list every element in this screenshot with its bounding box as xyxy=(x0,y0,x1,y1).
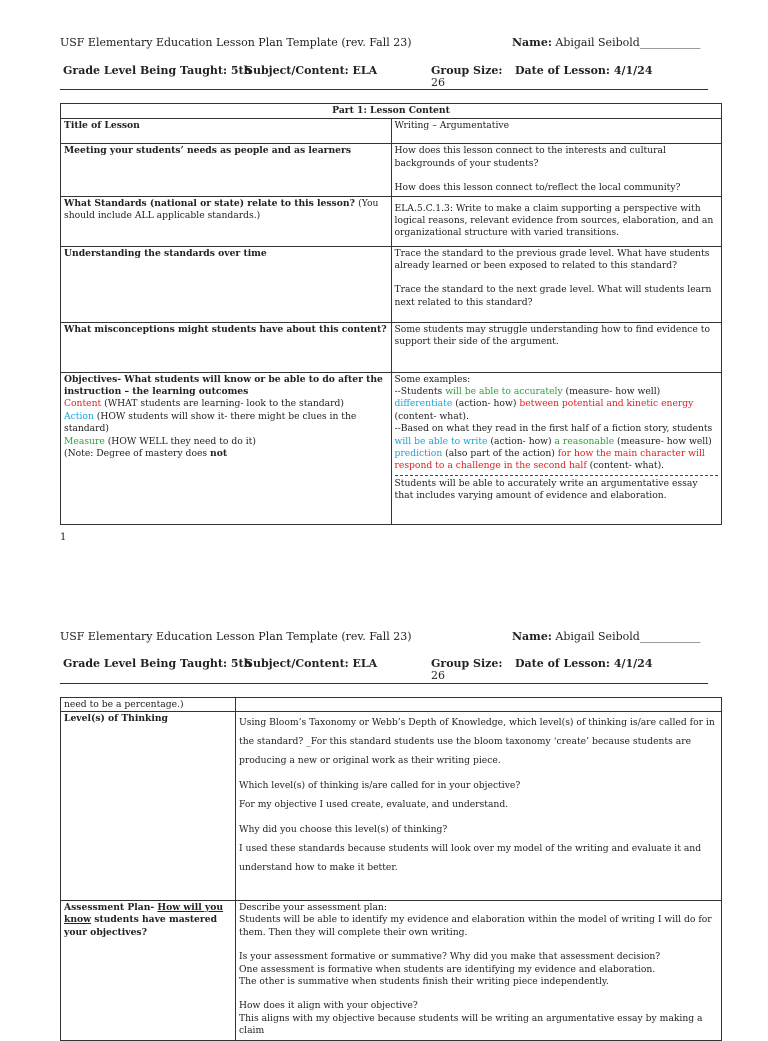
subject-content: Subject/Content: ELA xyxy=(245,64,378,77)
needs-question-2: How does this lesson connect to/reflect the local community? xyxy=(394,182,681,194)
assessment-question-3: How does it align with your objective? xyxy=(239,1000,418,1012)
content-description: (WHAT students are learning- look to the standard) xyxy=(101,398,345,410)
assessment-answer-2b: The other is summative when students finish their writing piece independently. xyxy=(239,976,609,988)
example-1: --Students will be able to accurately (measure- how well) differentiate (action- how) between potential and kinetic energy (content- what). xyxy=(394,386,694,422)
standards-note: (You should include ALL applicable standards.) xyxy=(64,197,379,222)
needs-question-1: How does this lesson connect to the interests and cultural backgrounds of your students? xyxy=(394,145,666,169)
group-size-value: 26 xyxy=(431,76,445,89)
header-rule xyxy=(60,89,708,90)
understanding-question-2: Trace the standard to the next grade level. What will students learn next related to this standard? xyxy=(394,284,712,308)
content-keyword: Content xyxy=(64,398,102,410)
levels-of-thinking-cell xyxy=(236,712,722,901)
example-2: --Based on what they read in the first half of a fiction story, students will be able to write (action- how) a reasonable (measure- how well) prediction (also part of the action) for how the main character will respond to a challenge in the second half (content- what). xyxy=(394,423,713,472)
students-needs-label: Meeting your students’ needs as people and as learners xyxy=(61,144,392,196)
objectives-label-cell xyxy=(61,372,392,524)
title-of-lesson-value: Writing – Argumentative xyxy=(391,119,722,144)
assessment-plan-cell xyxy=(236,901,722,1041)
misconceptions-value: Some students may struggle understanding how to find evidence to support their side of the argument. xyxy=(391,322,722,372)
group-size-label: Group Size: xyxy=(431,64,503,77)
action-keyword: Action xyxy=(64,410,94,422)
mastery-note-bold: not xyxy=(210,448,228,460)
understanding-standards-label: Understanding the standards over time xyxy=(61,246,392,322)
measure-keyword: Measure xyxy=(64,435,105,447)
group-size-value-p2: 26 xyxy=(431,669,445,682)
group-size-label-p2: Group Size: xyxy=(431,657,503,670)
thinking-standard: Using Bloom’s Taxonomy or Webb’s Depth of Knowledge, which level(s) of thinking is/are called for in the standard? _For this standard students use the bloom taxonomy ‘create’ because students are producing a new or original work as their writing piece. xyxy=(239,717,715,766)
grade-level: Grade Level Being Taught: 5th xyxy=(63,64,252,77)
how-will-you-know: How will you know xyxy=(64,902,224,926)
objectives-cell xyxy=(391,372,722,524)
template-title-p2: USF Elementary Education Lesson Plan Template (rev. Fall 23) xyxy=(60,630,412,643)
examples-intro: Some examples: xyxy=(394,373,471,385)
part-title: Part 1: Lesson Content xyxy=(61,104,722,119)
lesson-content-table xyxy=(60,103,722,525)
thinking-why-question: Why did you choose this level(s) of thinking? xyxy=(239,824,448,835)
assessment-question-1: Describe your assessment plan: xyxy=(239,902,387,913)
levels-of-thinking-label: Level(s) of Thinking xyxy=(61,712,236,901)
student-name-p2: Name: Abigail Seibold___________ xyxy=(512,630,701,643)
lesson-date-p2: Date of Lesson: 4/1/24 xyxy=(515,657,653,670)
thinking-why-answer: I used these standards because students will look over my model of the writing and evaluate it and understand how to make it better. xyxy=(239,843,702,873)
understanding-question-1: Trace the standard to the previous grade level. What have students already learned or been exposed to related to this standard? xyxy=(394,247,710,272)
standards-label-cell xyxy=(61,196,392,246)
objectives-label: Objectives- What students will know or be able to do after the instruction – the learning outcomes xyxy=(64,373,383,398)
name-label: Name: xyxy=(512,36,552,49)
assessment-answer-3: This aligns with my objective because students will be writing an argumentative essay by making a claim xyxy=(239,1012,703,1037)
assessment-plan-label: Assessment Plan- How will you know students have mastered your objectives? xyxy=(61,901,236,1041)
assessment-question-2: Is your assessment formative or summative? Why did you make that assessment decision? xyxy=(239,951,661,963)
lesson-content-table-p2 xyxy=(60,697,722,1041)
title-of-lesson-label: Title of Lesson xyxy=(61,119,392,144)
assessment-answer-1: Students will be able to identify my evidence and elaboration within the model of writing I will do for them. Then they will complete their own writing. xyxy=(239,914,712,938)
understanding-standards-cell xyxy=(391,246,722,322)
standards-label: What Standards (national or state) relate to this lesson? xyxy=(64,197,355,209)
grade-level-p2: Grade Level Being Taught: 5th xyxy=(63,657,252,670)
header-rule-p2 xyxy=(60,683,708,684)
thinking-objective-question: Which level(s) of thinking is/are called for in your objective? xyxy=(239,780,521,791)
action-description: (HOW students will show it- there might be clues in the standard) xyxy=(64,410,357,435)
students-needs-cell xyxy=(391,144,722,196)
objective-value: Students will be able to accurately write an argumentative essay that includes varying amount of evidence and elaboration. xyxy=(394,477,698,502)
page-2 xyxy=(0,594,768,1037)
template-title: USF Elementary Education Lesson Plan Template (rev. Fall 23) xyxy=(60,36,412,49)
lesson-date: Date of Lesson: 4/1/24 xyxy=(515,64,653,77)
name-value: Abigail Seibold___________ xyxy=(555,36,701,49)
student-name xyxy=(512,36,700,49)
thinking-objective-answer: For my objective I used create, evaluate, and understand. xyxy=(239,799,509,810)
misconceptions-label: What misconceptions might students have about this content? xyxy=(61,322,392,372)
subject-content-p2: Subject/Content: ELA xyxy=(245,657,378,670)
page-number: 1 xyxy=(60,532,67,543)
continued-note: need to be a percentage.) xyxy=(61,698,236,712)
dashed-divider xyxy=(395,475,719,476)
mastery-note-start: (Note: Degree of mastery does xyxy=(64,448,211,460)
standards-value: ELA.5.C.1.3: Write to make a claim supporting a perspective with logical reasons, relevant evidence from sources, elaboration, and an organizational structure with varied transitions. xyxy=(391,196,722,246)
measure-description: (HOW WELL they need to do it) xyxy=(104,435,256,447)
assessment-answer-2a: One assessment is formative when students are identifying my evidence and elaboration. xyxy=(239,963,656,975)
